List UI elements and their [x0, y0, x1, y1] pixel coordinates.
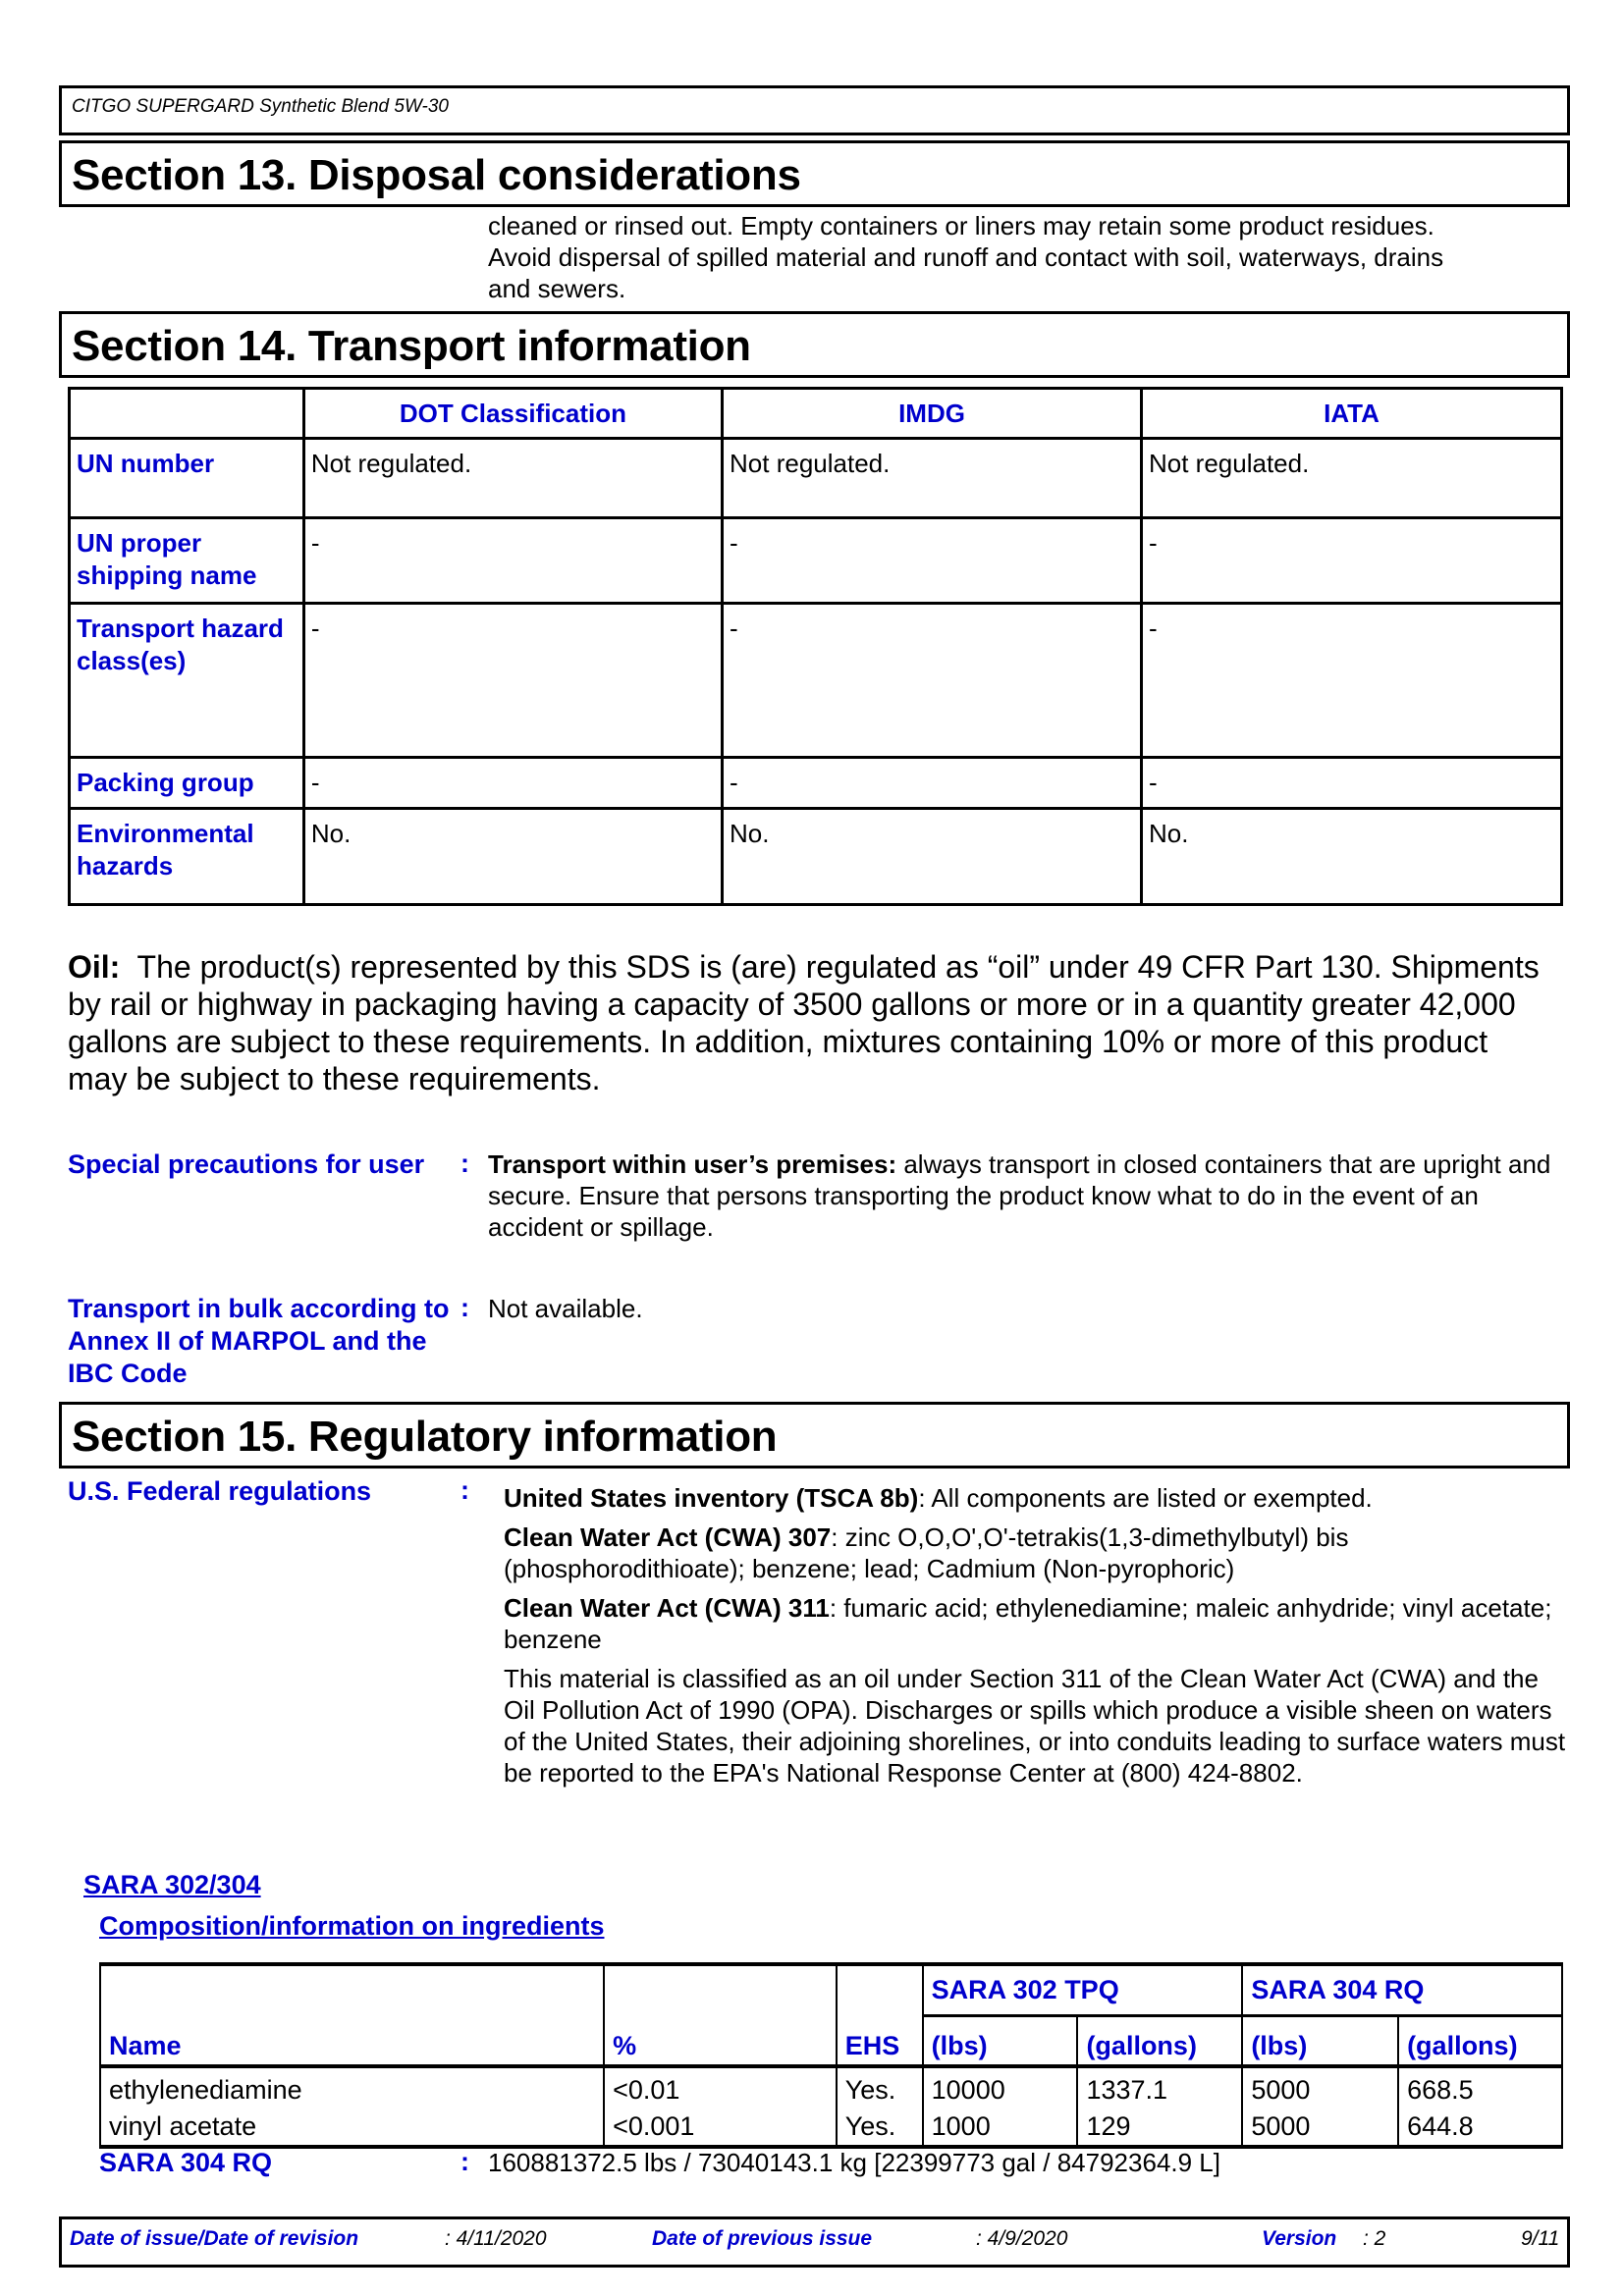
table-cell: - [1142, 758, 1562, 809]
row-label: Environmental hazards [70, 809, 304, 905]
special-precautions-bold: Transport within user’s premises: [488, 1149, 897, 1179]
regulation-name: Clean Water Act (CWA) 307 [504, 1522, 832, 1552]
transport-table [68, 387, 1563, 906]
table-cell: No. [723, 809, 1142, 905]
sara-304-rq-label: SARA 304 RQ [99, 2148, 273, 2177]
table-cell: 1337.1 [1077, 2066, 1242, 2109]
table-row [70, 758, 1562, 809]
disposal-line: cleaned or rinsed out. Empty containers or liners may retain some product residues. [488, 211, 1434, 240]
column-header-304-gallons: (gallons) [1398, 2015, 1562, 2066]
table-cell: 1000 [923, 2109, 1078, 2147]
table-cell: 129 [1077, 2109, 1242, 2147]
composition-heading-text: Composition/information on ingredients [99, 1911, 605, 1941]
sara-304-rq-value: 160881372.5 lbs / 73040143.1 kg [22399773 gal / 84792364.9 L] [488, 2148, 1220, 2177]
table-row [100, 2109, 1562, 2147]
regulation-item [504, 1482, 1569, 1514]
table-row [70, 518, 1562, 604]
column-header-dot: DOT Classification [303, 389, 722, 439]
regulation-item [504, 1522, 1569, 1584]
table-cell: 10000 [923, 2066, 1078, 2109]
oil-paragraph [68, 948, 1550, 1097]
table-cell: 5000 [1242, 2109, 1398, 2147]
table-header-row [70, 389, 1562, 439]
column-header-ehs: EHS [837, 1964, 923, 2066]
section-15-header [59, 1402, 1570, 1468]
table-cell: - [303, 758, 722, 809]
version-value: : 2 [1363, 2227, 1386, 2250]
regulation-item [504, 1663, 1569, 1789]
colon: : [460, 2147, 469, 2176]
table-cell: - [1142, 604, 1562, 758]
group-header-sara-304: SARA 304 RQ [1242, 1964, 1562, 2015]
table-cell: - [723, 604, 1142, 758]
oil-label: Oil: [68, 949, 121, 985]
regulation-item [504, 1592, 1569, 1655]
disposal-line: and sewers. [488, 274, 626, 303]
column-header-imdg: IMDG [723, 389, 1142, 439]
table-cell: 644.8 [1398, 2109, 1562, 2147]
special-precautions-value [488, 1148, 1558, 1243]
column-header-percent: % [604, 1964, 837, 2066]
regulation-name: Clean Water Act (CWA) 311 [504, 1593, 830, 1623]
column-header-iata: IATA [1142, 389, 1562, 439]
sara-group-header-row [100, 1964, 1562, 2015]
special-precautions-text: always transport in closed containers that are upright and secure. Ensure that persons transporting the product know what to do in the event of an accident or spillage. [488, 1149, 1551, 1242]
table-cell: 668.5 [1398, 2066, 1562, 2109]
regulation-text: : All components are listed or exempted. [918, 1483, 1373, 1513]
table-cell: - [303, 604, 722, 758]
section-14-header [59, 311, 1570, 378]
regulation-text: : fumaric acid; ethylenediamine; maleic anhydride; vinyl acetate; benzene [504, 1593, 1552, 1654]
issue-date-value: : 4/11/2020 [445, 2227, 547, 2250]
colon: : [460, 1475, 469, 1505]
row-label: UN number [70, 439, 304, 518]
version-label: Version [1262, 2227, 1337, 2250]
special-precautions-label: Special precautions for user [68, 1149, 425, 1179]
previous-issue-label: Date of previous issue [652, 2227, 873, 2250]
section-14-title: Section 14. Transport information [72, 322, 751, 370]
section-13-header [59, 140, 1570, 207]
disposal-text [488, 210, 1568, 304]
previous-issue-value: : 4/9/2020 [976, 2227, 1068, 2250]
table-cell: Not regulated. [303, 439, 722, 518]
regulation-name: United States inventory (TSCA 8b) [504, 1483, 919, 1513]
regulation-text: : zinc O,O,O',O'-tetrakis(1,3-dimethylbutyl) bis (phosphorodithioate); benzene; lead; Cadmium (Non-pyrophoric) [504, 1522, 1349, 1583]
table-cell: Yes. [837, 2109, 923, 2147]
table-row [70, 439, 1562, 518]
table-cell: No. [303, 809, 722, 905]
section-15-title: Section 15. Regulatory information [72, 1413, 778, 1461]
table-cell: vinyl acetate [109, 2111, 257, 2141]
product-header [59, 85, 1570, 135]
table-row [70, 604, 1562, 758]
group-header-sara-302: SARA 302 TPQ [923, 1964, 1243, 2015]
table-cell: <0.001 [604, 2109, 837, 2147]
bulk-transport-label: Transport in bulk according to Annex II of MARPOL and the IBC Code [68, 1294, 450, 1388]
page-number: 9/11 [1521, 2227, 1560, 2250]
us-federal-label: U.S. Federal regulations [68, 1476, 372, 1506]
column-header-304-lbs: (lbs) [1242, 2015, 1398, 2066]
bulk-transport-value: Not available. [488, 1294, 643, 1323]
disposal-line: Avoid dispersal of spilled material and runoff and contact with soil, waterways, drains [488, 242, 1444, 272]
table-cell: No. [1142, 809, 1562, 905]
product-name: CITGO SUPERGARD Synthetic Blend 5W-30 [72, 96, 449, 117]
column-header-302-gallons: (gallons) [1077, 2015, 1242, 2066]
table-cell: - [1142, 518, 1562, 604]
oil-text: The product(s) represented by this SDS is (are) regulated as “oil” under 49 CFR Part 130. Shipments by rail or highway in packaging having a capacity of 3500 gallons or more or in a quantity greater 42,000 gallons are subject to these requirements. In addition, mixtures containing 10% or more of this product may be subject to these requirements. [68, 949, 1540, 1096]
column-header-302-lbs: (lbs) [923, 2015, 1078, 2066]
table-cell: <0.01 [604, 2066, 837, 2109]
table-cell: - [723, 518, 1142, 604]
colon: : [460, 1293, 469, 1322]
issue-date-label: Date of issue/Date of revision [70, 2227, 359, 2250]
footer [59, 2216, 1570, 2268]
table-cell: Yes. [837, 2066, 923, 2109]
column-header [70, 389, 304, 439]
us-federal-items [504, 1482, 1569, 1789]
table-cell: Not regulated. [723, 439, 1142, 518]
row-label: Transport hazard class(es) [70, 604, 304, 758]
regulation-text: This material is classified as an oil under Section 311 of the Clean Water Act (CWA) and the Oil Pollution Act of 1990 (OPA). Discharges or spills which produce a visible sheen on waters of the United States, their adjoining shorelines, or into conduits leading to surface waters must be reported to the EPA's National Response Center at (800) 424-8802. [504, 1664, 1566, 1788]
colon: : [460, 1148, 469, 1178]
row-label: Packing group [70, 758, 304, 809]
table-cell: Not regulated. [1142, 439, 1562, 518]
table-row [100, 2066, 1562, 2109]
sara-heading-text: SARA 302/304 [83, 1870, 261, 1899]
column-header-name: Name [100, 1964, 604, 2066]
table-cell: - [723, 758, 1142, 809]
table-cell: ethylenediamine [109, 2075, 302, 2105]
row-label: UN proper shipping name [70, 518, 304, 604]
sara-heading [83, 1870, 261, 1900]
composition-heading [99, 1911, 604, 1942]
table-row [70, 809, 1562, 905]
table-cell: - [303, 518, 722, 604]
sara-table [99, 1962, 1563, 2149]
table-cell: 5000 [1242, 2066, 1398, 2109]
section-13-title: Section 13. Disposal considerations [72, 151, 801, 199]
